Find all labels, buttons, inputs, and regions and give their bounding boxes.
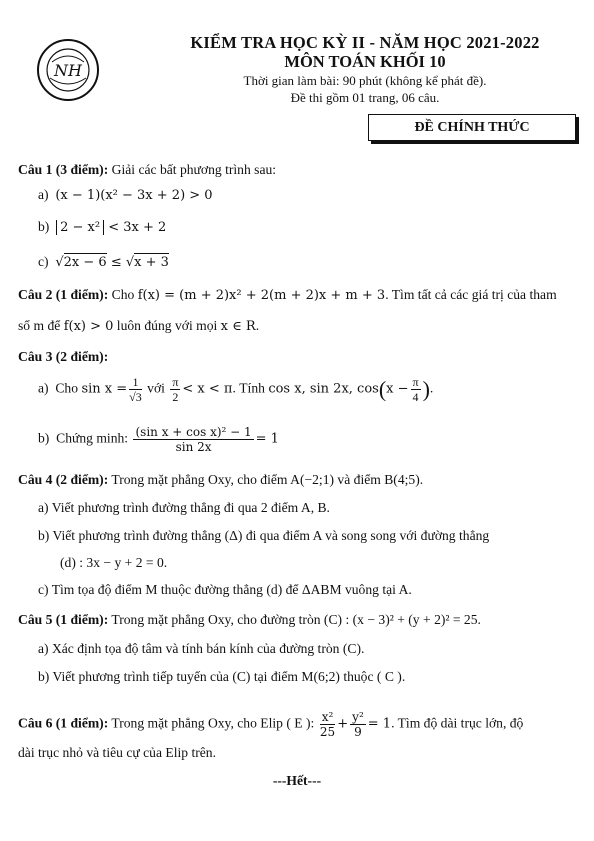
q4-b-line2: (d) : 3x − y + 2 = 0. [60,555,168,570]
q4-b: b) Viết phương trình đường thẳng (Δ) đi qua điểm A và song song với đường thẳng [38,528,490,543]
exam-title: KIỂM TRA HỌC KỲ II - NĂM HỌC 2021-2022 [190,33,540,52]
q1-c: c) √2x − 6 ≤ √x + 3 [38,254,169,270]
q2-line1: Câu 2 (1 điểm): Cho f(x) = (m + 2)x² + 2(m + 2)x + m + 3. Tìm tất cả các giá trị của tham [18,287,557,303]
q4-c: c) Tìm tọa độ điểm M thuộc đường thẳng (d) để ΔABM vuông tại A. [38,582,412,597]
q4-a: a) Viết phương trình đường thẳng đi qua 2 điểm A, B. [38,500,330,515]
q3-heading: Câu 3 (2 điểm): [18,349,109,364]
q5-b: b) Viết phương trình tiếp tuyến của (C) tại điểm M(6;2) thuộc ( C ). [38,669,406,684]
q6-line2: dài trục nhỏ và tiêu cự của Elip trên. [18,745,216,760]
exam-pages: Đề thi gồm 01 trang, 06 câu. [290,90,440,105]
logo-text: NH [54,61,82,80]
q5-heading: Câu 5 (1 điểm): Trong mặt phẳng Oxy, cho đường tròn (C) : (x − 3)² + (y + 2)² = 25. [18,612,481,627]
q1-heading: Câu 1 (3 điểm): Giải các bất phương trình sau: [18,162,277,177]
q5-a: a) Xác định tọa độ tâm và tính bán kính của đường tròn (C). [38,641,365,656]
school-logo-icon [36,38,100,102]
q6-line1: Câu 6 (1 điểm): Trong mặt phẳng Oxy, cho Elip ( E ): $\frac{\text{x²}}{25}$ + $\frac{\text{y²}}{9}$ = 1. Tìm độ dài trục lớn, độ [18,710,524,739]
q3-b: b) Chứng minh: $\frac{\text{(sin x + cos x)² − 1}}{\sin 2x}$ = 1 [38,425,279,454]
exam-time: Thời gian làm bài: 90 phút (không kể phát đề). [243,73,487,88]
official-badge: ĐỀ CHÍNH THỨC [368,114,576,141]
q3-a: a) Cho sin x = $\frac{1}{√3}$ với $\frac{\pi}{2}$ < x < π. Tính cos x, sin 2x, cos(x − $\frac{\pi}{4}$ ). [38,375,434,404]
end-marker: ---Hết--- [272,773,322,788]
q1-a: a) (x − 1)(x² − 3x + 2) > 0 [38,187,213,203]
q1-b: b) 2 − x² < 3x + 2 [38,219,167,235]
exam-subject: MÔN TOÁN KHỐI 10 [284,52,446,71]
q4-heading: Câu 4 (2 điểm): Trong mặt phẳng Oxy, cho điểm A(−2;1) và điểm B(4;5). [18,472,424,487]
q2-line2: số m để f(x) > 0 luôn đúng với mọi x ∈ R. [18,318,260,334]
